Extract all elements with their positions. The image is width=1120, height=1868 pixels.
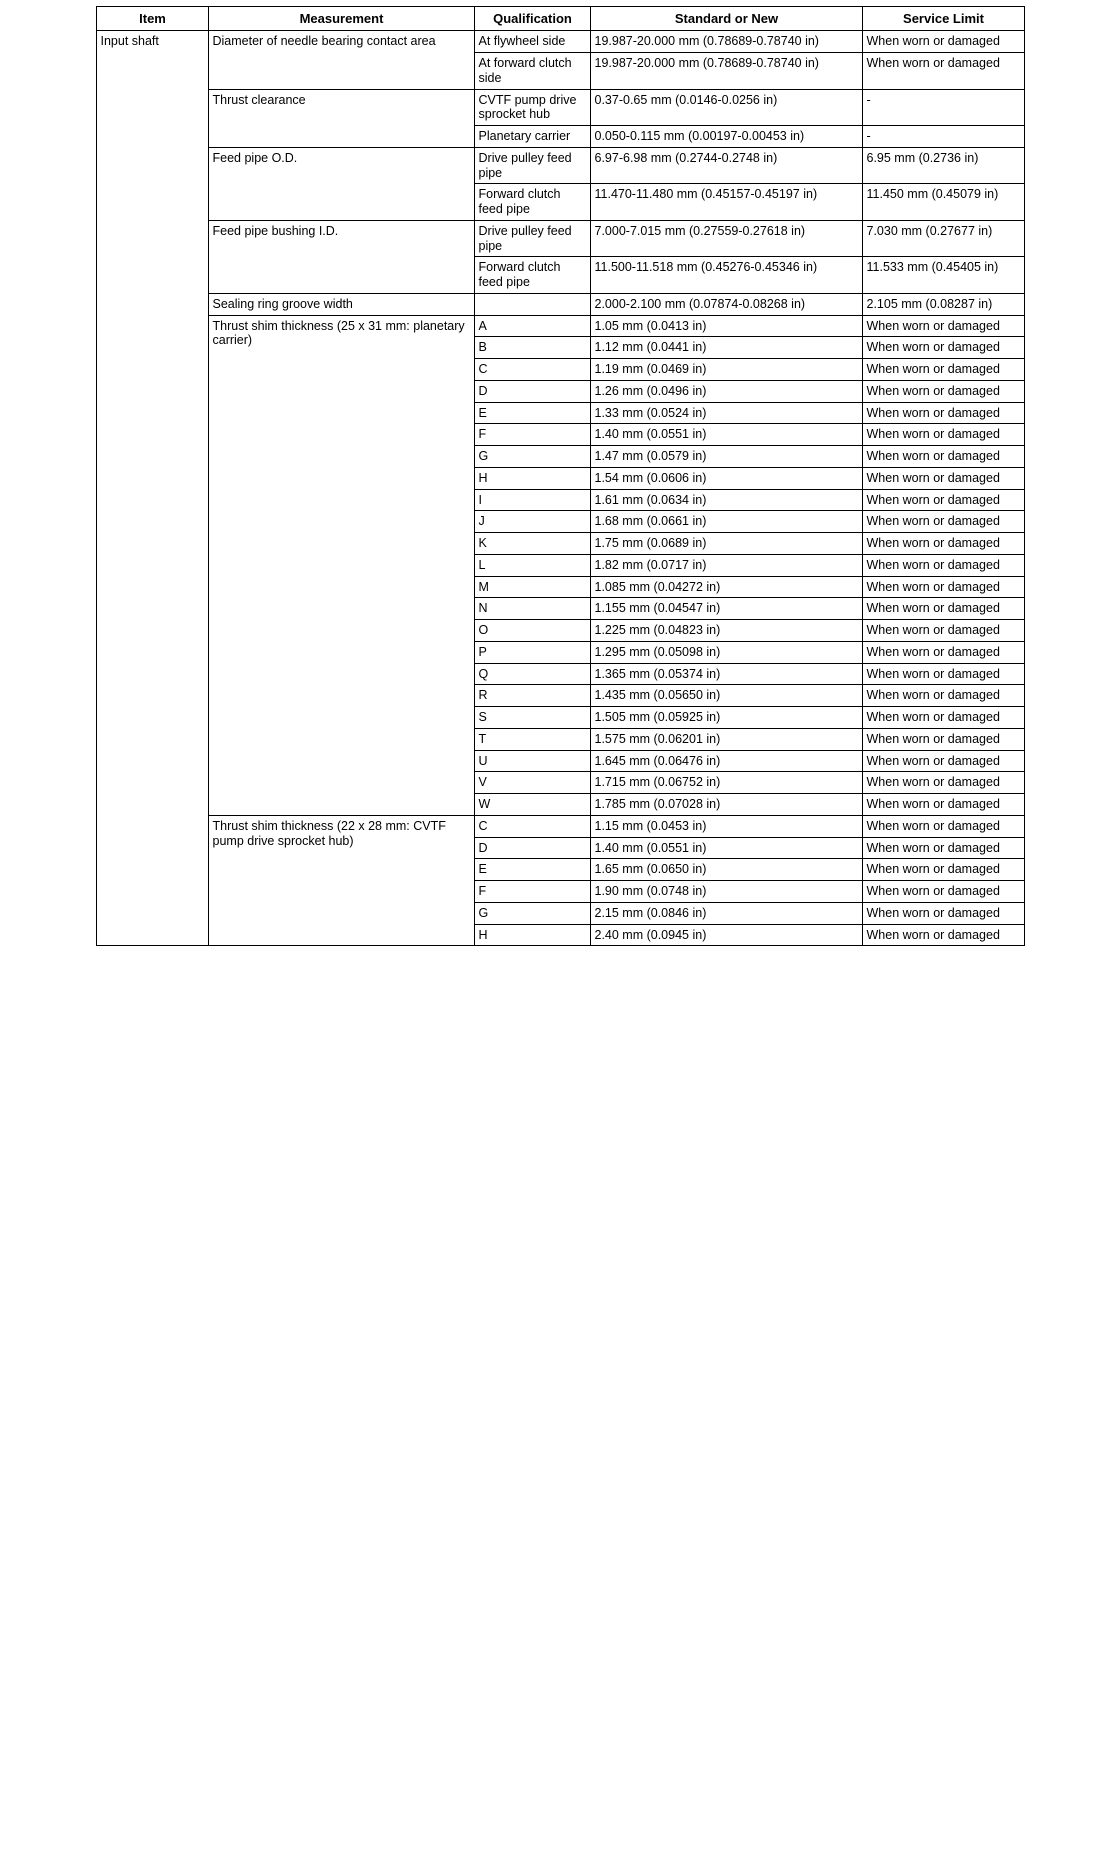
cell-qualification: D (474, 837, 590, 859)
table-row (96, 293, 1024, 315)
cell-service-limit: When worn or damaged (862, 446, 1024, 468)
cell-qualification: Forward clutch feed pipe (474, 184, 590, 221)
cell-qualification: E (474, 859, 590, 881)
column-header-standard-or-new: Standard or New (590, 7, 862, 31)
table-header (96, 7, 1024, 31)
cell-measurement: Thrust clearance (208, 89, 474, 147)
cell-qualification (474, 293, 590, 315)
cell-service-limit: When worn or damaged (862, 815, 1024, 837)
cell-service-limit: When worn or damaged (862, 31, 1024, 53)
cell-service-limit: When worn or damaged (862, 902, 1024, 924)
cell-standard-or-new: 1.33 mm (0.0524 in) (590, 402, 862, 424)
cell-qualification: S (474, 707, 590, 729)
cell-standard-or-new: 1.715 mm (0.06752 in) (590, 772, 862, 794)
cell-standard-or-new: 1.47 mm (0.0579 in) (590, 446, 862, 468)
cell-service-limit: When worn or damaged (862, 424, 1024, 446)
header-row (96, 7, 1024, 31)
cell-standard-or-new: 1.645 mm (0.06476 in) (590, 750, 862, 772)
cell-service-limit: When worn or damaged (862, 641, 1024, 663)
cell-qualification: T (474, 728, 590, 750)
cell-qualification: Drive pulley feed pipe (474, 220, 590, 257)
cell-qualification: F (474, 424, 590, 446)
cell-item: Input shaft (96, 31, 208, 946)
table-row (96, 315, 1024, 337)
cell-service-limit: When worn or damaged (862, 402, 1024, 424)
table-row (96, 815, 1024, 837)
cell-standard-or-new: 1.575 mm (0.06201 in) (590, 728, 862, 750)
cell-standard-or-new: 7.000-7.015 mm (0.27559-0.27618 in) (590, 220, 862, 257)
cell-standard-or-new: 2.40 mm (0.0945 in) (590, 924, 862, 946)
cell-service-limit: When worn or damaged (862, 53, 1024, 90)
cell-standard-or-new: 1.75 mm (0.0689 in) (590, 533, 862, 555)
cell-standard-or-new: 1.05 mm (0.0413 in) (590, 315, 862, 337)
table-row (96, 220, 1024, 257)
cell-qualification: CVTF pump drive sprocket hub (474, 89, 590, 126)
cell-service-limit: When worn or damaged (862, 685, 1024, 707)
cell-service-limit: When worn or damaged (862, 359, 1024, 381)
cell-service-limit: When worn or damaged (862, 620, 1024, 642)
cell-service-limit: 7.030 mm (0.27677 in) (862, 220, 1024, 257)
cell-service-limit: When worn or damaged (862, 315, 1024, 337)
cell-standard-or-new: 1.54 mm (0.0606 in) (590, 467, 862, 489)
cell-qualification: At flywheel side (474, 31, 590, 53)
cell-standard-or-new: 1.785 mm (0.07028 in) (590, 794, 862, 816)
cell-standard-or-new: 1.15 mm (0.0453 in) (590, 815, 862, 837)
cell-standard-or-new: 0.050-0.115 mm (0.00197-0.00453 in) (590, 126, 862, 148)
cell-service-limit: When worn or damaged (862, 554, 1024, 576)
cell-service-limit: When worn or damaged (862, 794, 1024, 816)
cell-qualification: At forward clutch side (474, 53, 590, 90)
cell-service-limit: When worn or damaged (862, 533, 1024, 555)
cell-qualification: F (474, 881, 590, 903)
cell-standard-or-new: 19.987-20.000 mm (0.78689-0.78740 in) (590, 53, 862, 90)
cell-standard-or-new: 1.505 mm (0.05925 in) (590, 707, 862, 729)
cell-qualification: K (474, 533, 590, 555)
cell-standard-or-new: 1.155 mm (0.04547 in) (590, 598, 862, 620)
cell-qualification: C (474, 815, 590, 837)
cell-measurement: Sealing ring groove width (208, 293, 474, 315)
column-header-measurement: Measurement (208, 7, 474, 31)
cell-qualification: R (474, 685, 590, 707)
cell-measurement: Feed pipe O.D. (208, 147, 474, 220)
cell-service-limit: 11.533 mm (0.45405 in) (862, 257, 1024, 294)
cell-qualification: I (474, 489, 590, 511)
cell-service-limit: 2.105 mm (0.08287 in) (862, 293, 1024, 315)
cell-standard-or-new: 1.61 mm (0.0634 in) (590, 489, 862, 511)
cell-qualification: V (474, 772, 590, 794)
cell-standard-or-new: 2.15 mm (0.0846 in) (590, 902, 862, 924)
cell-service-limit: When worn or damaged (862, 881, 1024, 903)
cell-standard-or-new: 1.26 mm (0.0496 in) (590, 380, 862, 402)
cell-service-limit: When worn or damaged (862, 337, 1024, 359)
cell-qualification: J (474, 511, 590, 533)
cell-service-limit: 11.450 mm (0.45079 in) (862, 184, 1024, 221)
cell-standard-or-new: 0.37-0.65 mm (0.0146-0.0256 in) (590, 89, 862, 126)
cell-standard-or-new: 1.40 mm (0.0551 in) (590, 837, 862, 859)
cell-service-limit: When worn or damaged (862, 489, 1024, 511)
cell-service-limit: When worn or damaged (862, 511, 1024, 533)
cell-standard-or-new: 1.295 mm (0.05098 in) (590, 641, 862, 663)
cell-service-limit: When worn or damaged (862, 750, 1024, 772)
cell-standard-or-new: 1.435 mm (0.05650 in) (590, 685, 862, 707)
cell-standard-or-new: 1.365 mm (0.05374 in) (590, 663, 862, 685)
cell-qualification: G (474, 902, 590, 924)
cell-measurement: Feed pipe bushing I.D. (208, 220, 474, 293)
cell-service-limit: When worn or damaged (862, 467, 1024, 489)
cell-service-limit: When worn or damaged (862, 598, 1024, 620)
cell-qualification: B (474, 337, 590, 359)
cell-standard-or-new: 1.68 mm (0.0661 in) (590, 511, 862, 533)
cell-standard-or-new: 1.40 mm (0.0551 in) (590, 424, 862, 446)
cell-qualification: H (474, 924, 590, 946)
cell-standard-or-new: 19.987-20.000 mm (0.78689-0.78740 in) (590, 31, 862, 53)
cell-service-limit: When worn or damaged (862, 924, 1024, 946)
cell-qualification: D (474, 380, 590, 402)
specifications-table (96, 6, 1025, 946)
cell-qualification: L (474, 554, 590, 576)
column-header-qualification: Qualification (474, 7, 590, 31)
cell-qualification: Drive pulley feed pipe (474, 147, 590, 184)
table-row (96, 147, 1024, 184)
cell-measurement: Thrust shim thickness (25 x 31 mm: planetary carrier) (208, 315, 474, 815)
table-row (96, 31, 1024, 53)
cell-qualification: W (474, 794, 590, 816)
cell-measurement: Thrust shim thickness (22 x 28 mm: CVTF pump drive sprocket hub) (208, 815, 474, 946)
cell-service-limit: - (862, 89, 1024, 126)
column-header-item: Item (96, 7, 208, 31)
cell-qualification: Planetary carrier (474, 126, 590, 148)
cell-standard-or-new: 11.470-11.480 mm (0.45157-0.45197 in) (590, 184, 862, 221)
cell-qualification: M (474, 576, 590, 598)
cell-standard-or-new: 2.000-2.100 mm (0.07874-0.08268 in) (590, 293, 862, 315)
table-row (96, 89, 1024, 126)
cell-qualification: E (474, 402, 590, 424)
cell-qualification: G (474, 446, 590, 468)
table-body (96, 31, 1024, 946)
cell-standard-or-new: 1.19 mm (0.0469 in) (590, 359, 862, 381)
cell-service-limit: When worn or damaged (862, 380, 1024, 402)
cell-service-limit: - (862, 126, 1024, 148)
cell-service-limit: When worn or damaged (862, 728, 1024, 750)
cell-standard-or-new: 1.82 mm (0.0717 in) (590, 554, 862, 576)
cell-qualification: C (474, 359, 590, 381)
cell-service-limit: When worn or damaged (862, 772, 1024, 794)
cell-qualification: O (474, 620, 590, 642)
cell-standard-or-new: 1.90 mm (0.0748 in) (590, 881, 862, 903)
cell-service-limit: When worn or damaged (862, 576, 1024, 598)
column-header-service-limit: Service Limit (862, 7, 1024, 31)
cell-standard-or-new: 1.65 mm (0.0650 in) (590, 859, 862, 881)
cell-qualification: Forward clutch feed pipe (474, 257, 590, 294)
cell-measurement: Diameter of needle bearing contact area (208, 31, 474, 89)
cell-service-limit: When worn or damaged (862, 837, 1024, 859)
cell-qualification: A (474, 315, 590, 337)
cell-qualification: U (474, 750, 590, 772)
cell-qualification: Q (474, 663, 590, 685)
cell-standard-or-new: 1.12 mm (0.0441 in) (590, 337, 862, 359)
cell-qualification: P (474, 641, 590, 663)
cell-qualification: H (474, 467, 590, 489)
cell-service-limit: When worn or damaged (862, 707, 1024, 729)
cell-standard-or-new: 11.500-11.518 mm (0.45276-0.45346 in) (590, 257, 862, 294)
cell-service-limit: When worn or damaged (862, 859, 1024, 881)
cell-service-limit: When worn or damaged (862, 663, 1024, 685)
cell-service-limit: 6.95 mm (0.2736 in) (862, 147, 1024, 184)
cell-qualification: N (474, 598, 590, 620)
cell-standard-or-new: 1.085 mm (0.04272 in) (590, 576, 862, 598)
cell-standard-or-new: 1.225 mm (0.04823 in) (590, 620, 862, 642)
cell-standard-or-new: 6.97-6.98 mm (0.2744-0.2748 in) (590, 147, 862, 184)
